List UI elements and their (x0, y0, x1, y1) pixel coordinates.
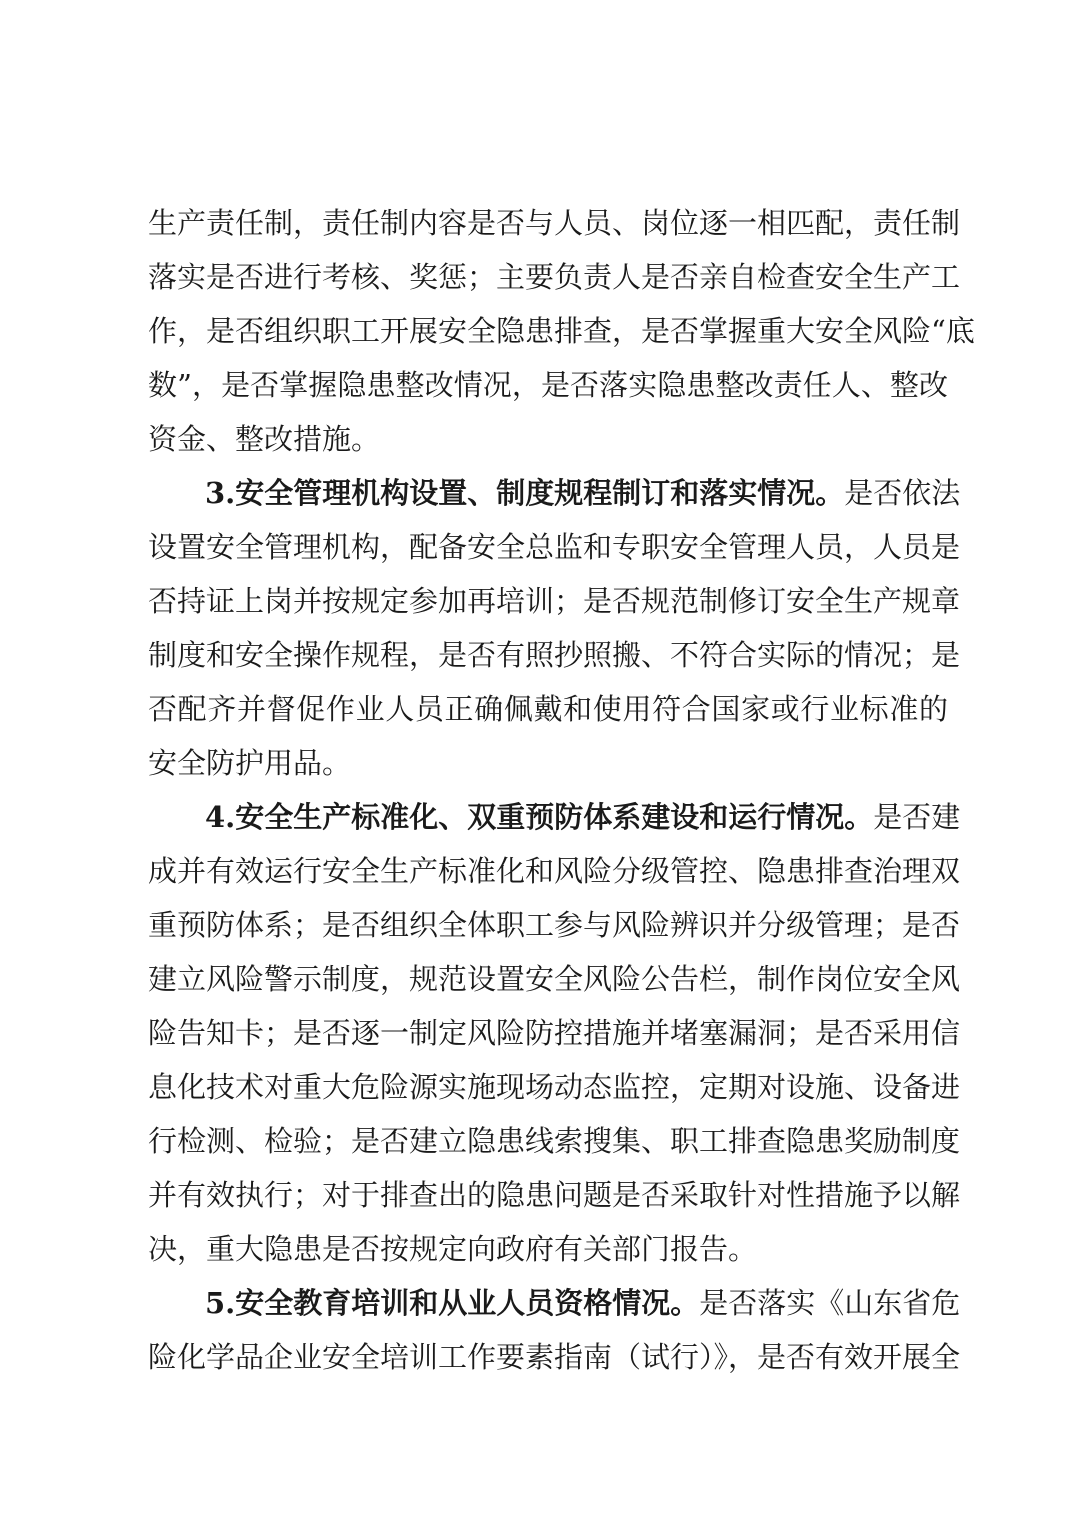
section-5-heading: 5.安全教育培训和从业人员资格情况。 (205, 1286, 700, 1320)
paragraph-3-line-5: 否配齐并督促作业人员正确佩戴和使用符合国家或行业标准的 (148, 692, 948, 726)
paragraph-4-line-2: 成并有效运行安全生产标准化和风险分级管控、隐患排查治理双 (148, 854, 961, 888)
paragraph-4-line-4: 建立风险警示制度，规范设置安全风险公告栏，制作岗位安全风 (148, 962, 961, 996)
paragraph-3-line-3: 否持证上岗并按规定参加再培训；是否规范制修订安全生产规章 (148, 584, 961, 618)
paragraph-1-line-4: 数”，是否掌握隐患整改情况，是否落实隐患整改责任人、整改 (148, 368, 948, 402)
paragraph-1-line-5: 资金、整改措施。 (148, 422, 381, 456)
paragraph-1-line-2: 落实是否进行考核、奖惩；主要负责人是否亲自检查安全生产工 (148, 260, 961, 294)
paragraph-5-line-2: 险化学品企业安全培训工作要素指南（试行）》，是否有效开展全 (148, 1340, 961, 1374)
paragraph-1-line-3: 作，是否组织职工开展安全隐患排查，是否掌握重大安全风险“底 (148, 314, 975, 348)
paragraph-3-line-1: 3.安全管理机构设置、制度规程制订和落实情况。是否依法 (205, 476, 961, 510)
section-3-heading: 3.安全管理机构设置、制度规程制订和落实情况。 (205, 476, 845, 510)
paragraph-4-line-8: 并有效执行；对于排查出的隐患问题是否采取针对性措施予以解 (148, 1178, 961, 1212)
paragraph-4-line-7: 行检测、检验；是否建立隐患线索搜集、职工排查隐患奖励制度 (148, 1124, 961, 1158)
paragraph-4-line-5: 险告知卡；是否逐一制定风险防控措施并堵塞漏洞；是否采用信 (148, 1016, 961, 1050)
paragraph-1-line-1: 生产责任制，责任制内容是否与人员、岗位逐一相匹配，责任制 (148, 206, 961, 240)
paragraph-3-line-2: 设置安全管理机构，配备安全总监和专职安全管理人员，人员是 (148, 530, 961, 564)
paragraph-4-line-1: 4.安全生产标准化、双重预防体系建设和运行情况。是否建 (205, 800, 961, 834)
section-4-heading: 4.安全生产标准化、双重预防体系建设和运行情况。 (205, 800, 874, 834)
paragraph-3-line-6: 安全防护用品。 (148, 746, 352, 780)
paragraph-4-line-9: 决，重大隐患是否按规定向政府有关部门报告。 (148, 1232, 758, 1266)
paragraph-5-line-1: 5.安全教育培训和从业人员资格情况。是否落实《山东省危 (205, 1286, 961, 1320)
paragraph-4-line-3: 重预防体系；是否组织全体职工参与风险辨识并分级管理；是否 (148, 908, 961, 942)
paragraph-3-line-4: 制度和安全操作规程，是否有照抄照搬、不符合实际的情况；是 (148, 638, 961, 672)
paragraph-4-line-6: 息化技术对重大危险源实施现场动态监控，定期对设施、设备进 (148, 1070, 961, 1104)
